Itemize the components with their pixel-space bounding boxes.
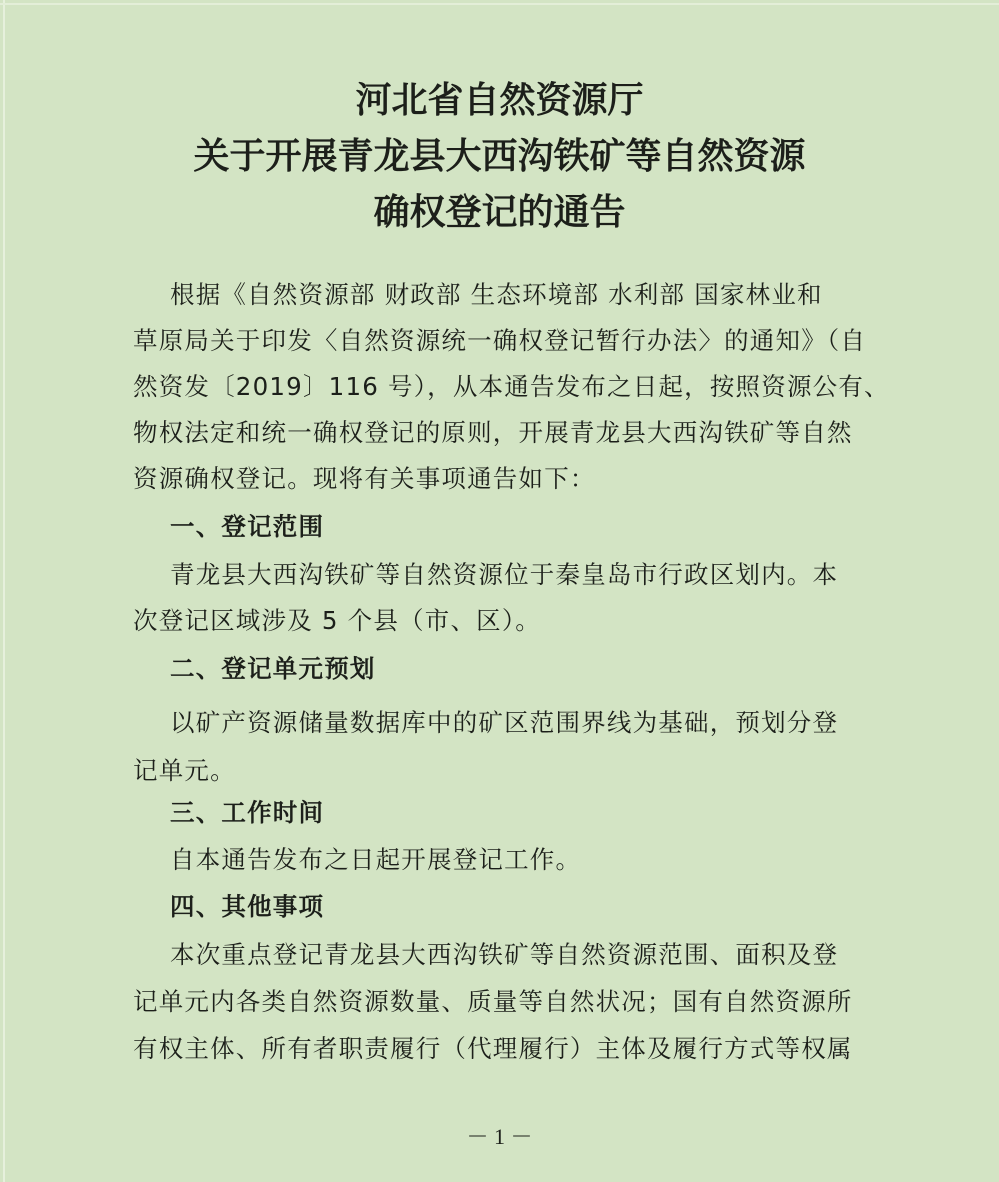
section-heading: 三、工作时间 bbox=[170, 798, 325, 827]
section-line: 青龙县大西沟铁矿等自然资源位于秦皇岛市行政区划内。本 bbox=[170, 560, 839, 589]
section-heading: 一、登记范围 bbox=[170, 512, 325, 541]
page-number: － 1 － bbox=[466, 1124, 533, 1149]
document-title bbox=[0, 72, 999, 240]
section-heading: 四、其他事项 bbox=[170, 892, 325, 921]
title-line: 确权登记的通告 bbox=[373, 191, 626, 233]
section-line: 以矿产资源储量数据库中的矿区范围界线为基础，预划分登 bbox=[170, 708, 839, 737]
intro-line: 根据《自然资源部 财政部 生态环境部 水利部 国家林业和 bbox=[170, 280, 823, 309]
section-line: 有权主体、所有者职责履行（代理履行）主体及履行方式等权属 bbox=[133, 1034, 853, 1063]
section-line: 记单元。 bbox=[133, 756, 236, 785]
section-heading: 二、登记单元预划 bbox=[170, 654, 376, 683]
title-line: 河北省自然资源厅 bbox=[355, 79, 644, 121]
section-line: 自本通告发布之日起开展登记工作。 bbox=[170, 845, 582, 874]
page-edge bbox=[0, 3, 999, 5]
intro-line: 然资发〔2019〕116 号），从本通告发布之日起，按照资源公有、 bbox=[133, 372, 890, 401]
section-line: 本次重点登记青龙县大西沟铁矿等自然资源范围、面积及登 bbox=[170, 940, 839, 969]
section-line: 记单元内各类自然资源数量、质量等自然状况；国有自然资源所 bbox=[133, 987, 853, 1016]
intro-line: 资源确权登记。现将有关事项通告如下： bbox=[133, 464, 596, 493]
intro-line: 物权法定和统一确权登记的原则，开展青龙县大西沟铁矿等自然 bbox=[133, 418, 853, 447]
title-line: 关于开展青龙县大西沟铁矿等自然资源 bbox=[193, 135, 806, 177]
section-line: 次登记区域涉及 5 个县（市、区）。 bbox=[133, 606, 542, 635]
intro-line: 草原局关于印发〈自然资源统一确权登记暂行办法〉的通知》（自 bbox=[133, 326, 867, 355]
